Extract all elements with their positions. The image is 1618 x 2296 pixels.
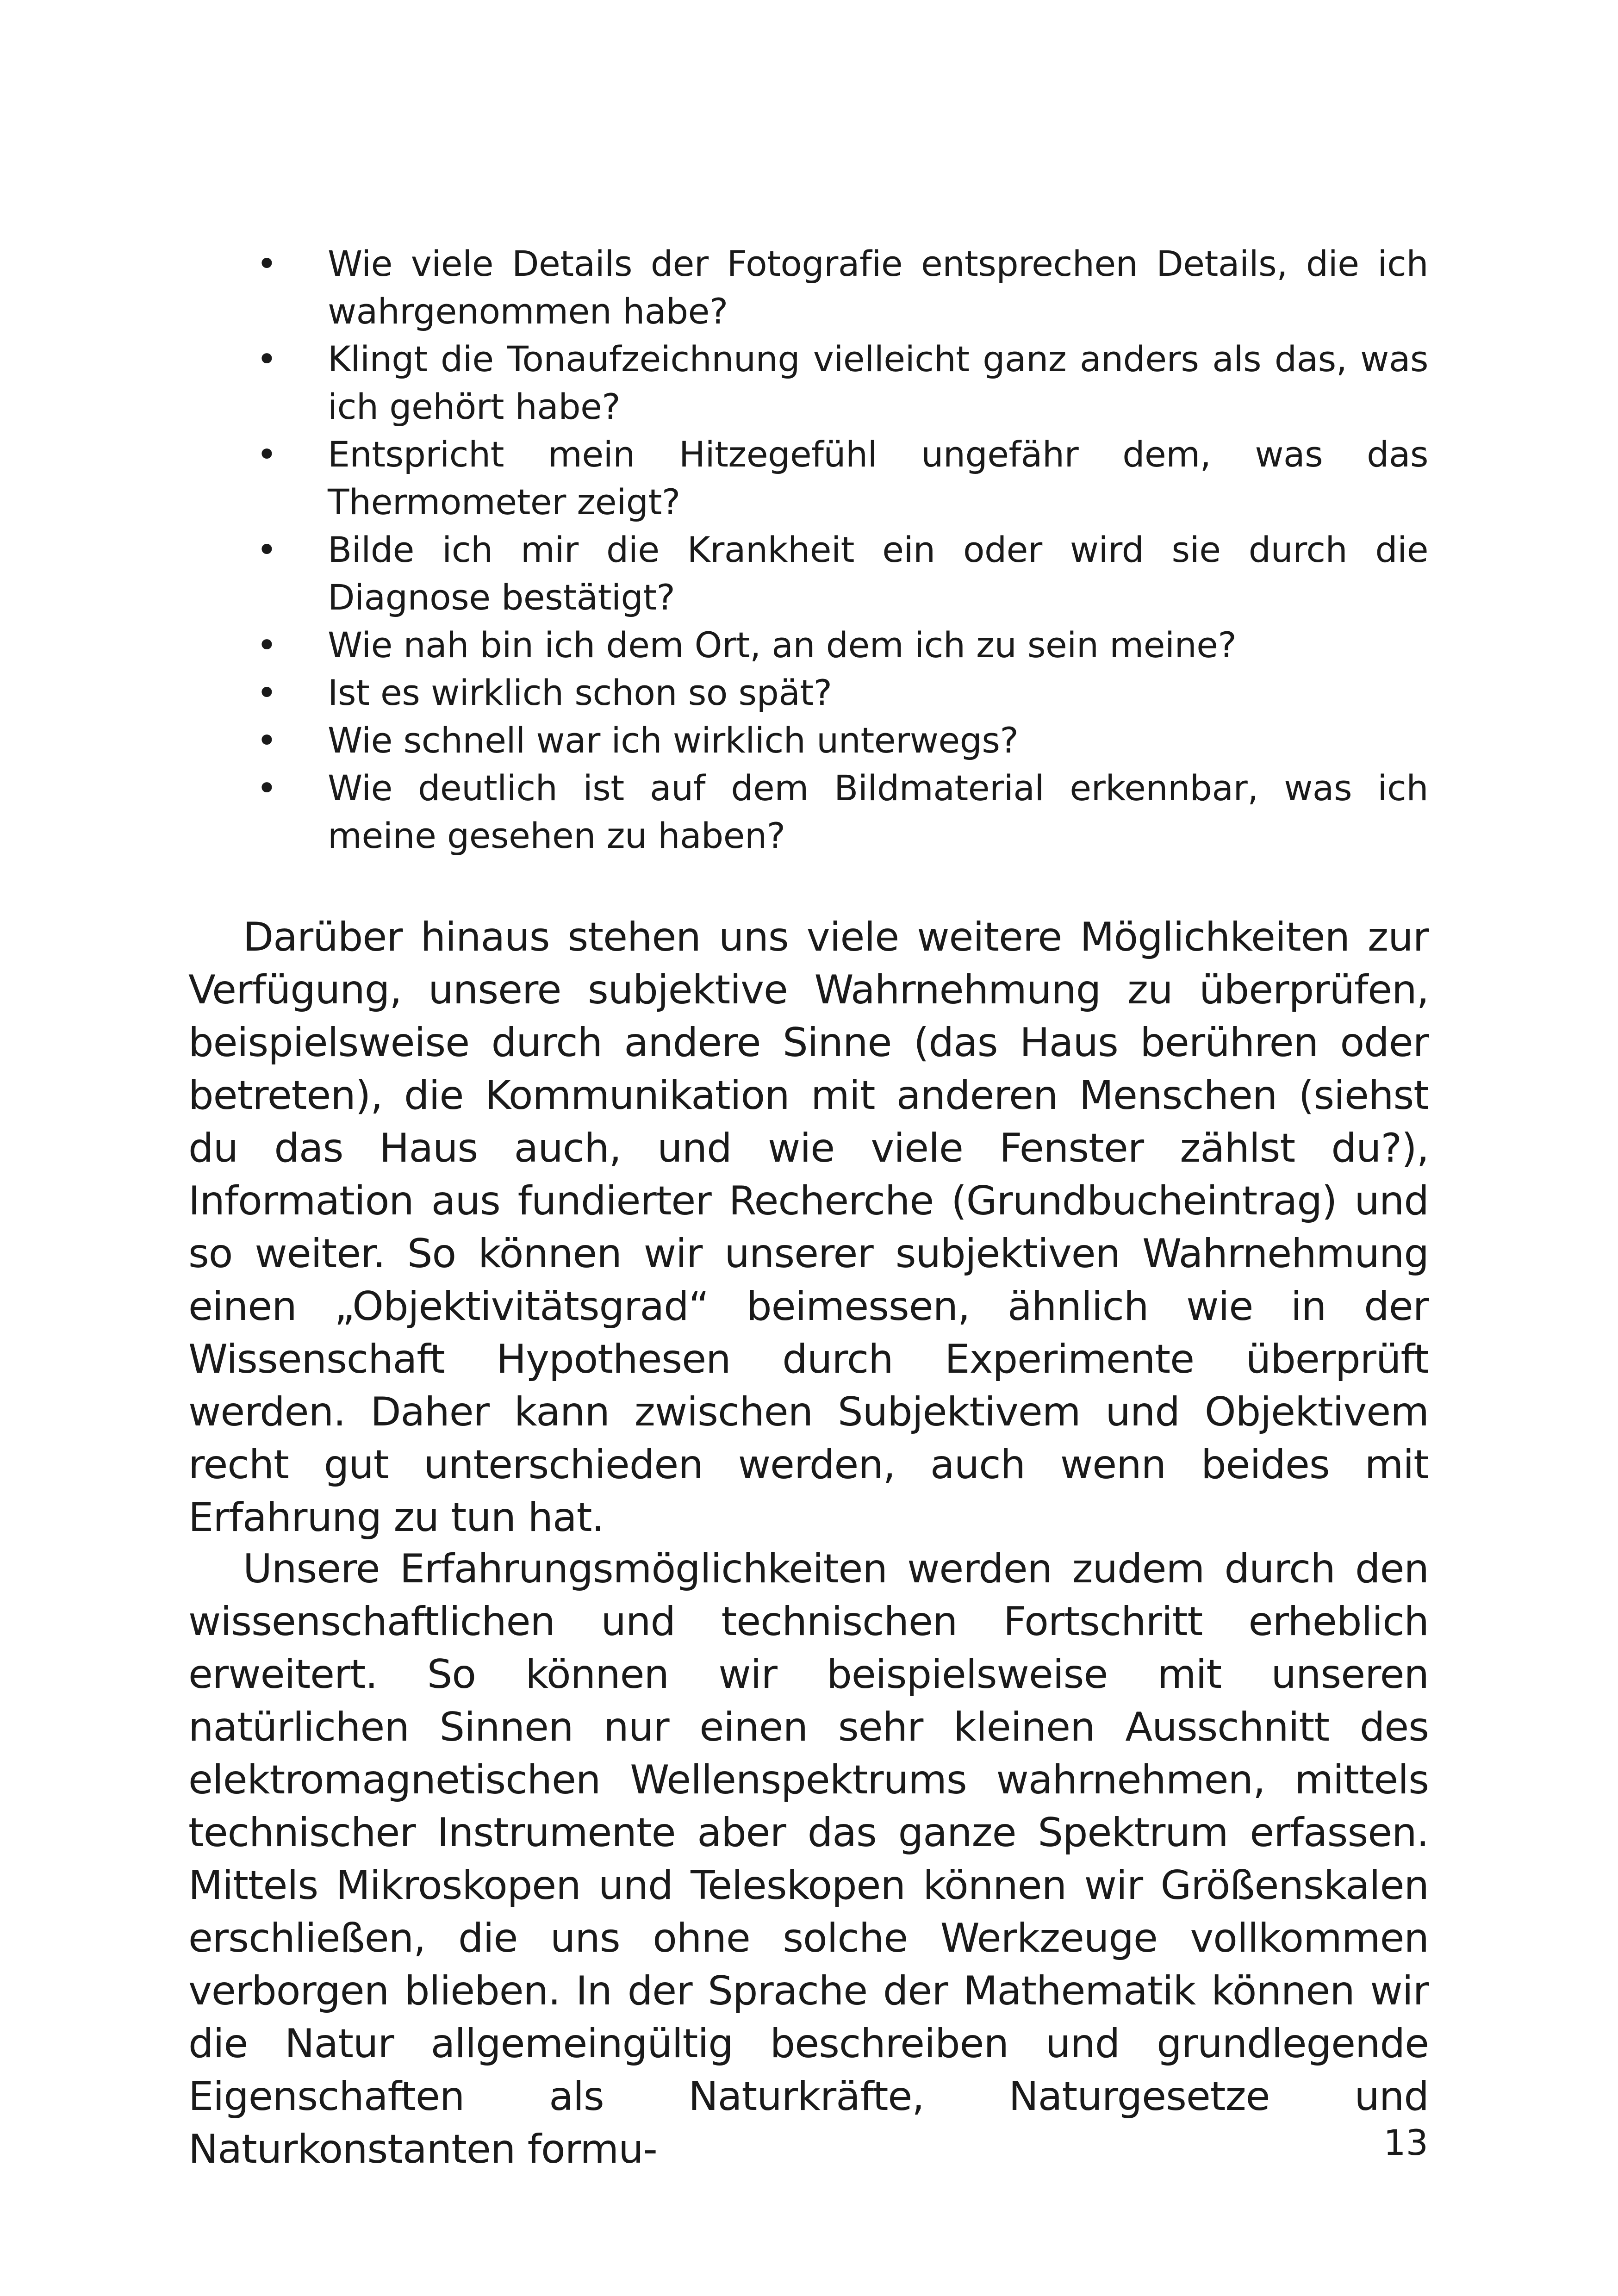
list-item xyxy=(245,669,1428,716)
list-item-text: Wie schnell war ich wirklich unterwegs? xyxy=(328,720,1019,761)
list-item-text: Entspricht mein Hitzegefühl ungefähr dem, was das Thermometer zeigt? xyxy=(328,434,1428,523)
question-list xyxy=(245,240,1428,859)
bullet-icon: • xyxy=(256,434,277,475)
body-paragraph: Unsere Erfahrungsmöglichkeiten werden zudem durch den wissenschaftlichen und technischen Fortschritt erheblich erweitert. So können wir beispielsweise mit unseren natürlichen Sinnen nur einen sehr kleinen Ausschnitt des elektromagnetischen Wellenspektrums wahrnehmen, mittels technischer Instrumente aber das ganze Spektrum erfassen. Mittels Mikroskopen und Teleskopen können wir Größenskalen erschließen, die uns ohne solche Werkzeuge vollkommen verborgen blieben. In der Sprache der Mathematik können wir die Natur allgemeingültig beschreiben und grundlegende Eigenschaften als Naturkräfte, Naturgesetze und Naturkonstanten formu- xyxy=(188,1546,1429,2172)
list-item-text: Klingt die Tonaufzeichnung vielleicht ganz anders als das, was ich gehört habe? xyxy=(328,338,1428,427)
bullet-icon: • xyxy=(256,672,277,713)
list-item xyxy=(245,526,1428,621)
list-item xyxy=(245,335,1428,430)
body-paragraph: Darüber hinaus stehen uns viele weitere Möglichkeiten zur Verfügung, unsere subjektive Wahrnehmung zu überprüfen, beispielsweise durch andere Sinne (das Haus berühren oder betreten), die Kommunikation mit anderen Menschen (siehst du das Haus auch, und wie viele Fenster zählst du?), Information aus fundierter Recherche (Grundbucheintrag) und so weiter. So können wir unserer subjektiven Wahrnehmung einen „Objektivitätsgrad“ beimessen, ähnlich wie in der Wissenschaft Hypothesen durch Experimente überprüft werden. Daher kann zwischen Subjektivem und Objektivem recht gut unterschieden werden, auch wenn beides mit Erfahrung zu tun hat. xyxy=(188,914,1429,1541)
page-number: 13 xyxy=(1383,2122,1428,2163)
list-item-text: Wie deutlich ist auf dem Bildmaterial erkennbar, was ich meine gesehen zu haben? xyxy=(328,767,1428,856)
list-item xyxy=(245,621,1428,669)
bullet-icon: • xyxy=(256,767,277,809)
bullet-icon: • xyxy=(256,243,277,284)
list-item xyxy=(245,764,1428,859)
bullet-icon: • xyxy=(256,529,277,570)
list-item-text: Wie viele Details der Fotografie entsprechen Details, die ich wahrgenommen habe? xyxy=(328,243,1428,332)
bullet-icon: • xyxy=(256,338,277,380)
bullet-icon: • xyxy=(256,624,277,666)
bullet-icon: • xyxy=(256,720,277,761)
list-item-text: Wie nah bin ich dem Ort, an dem ich zu sein meine? xyxy=(328,624,1237,666)
list-item-text: Bilde ich mir die Krankheit ein oder wird sie durch die Diagnose bestätigt? xyxy=(328,529,1428,618)
list-item xyxy=(245,430,1428,526)
list-item-text: Ist es wirklich schon so spät? xyxy=(328,672,832,713)
list-item xyxy=(245,716,1428,764)
list-item xyxy=(245,240,1428,335)
